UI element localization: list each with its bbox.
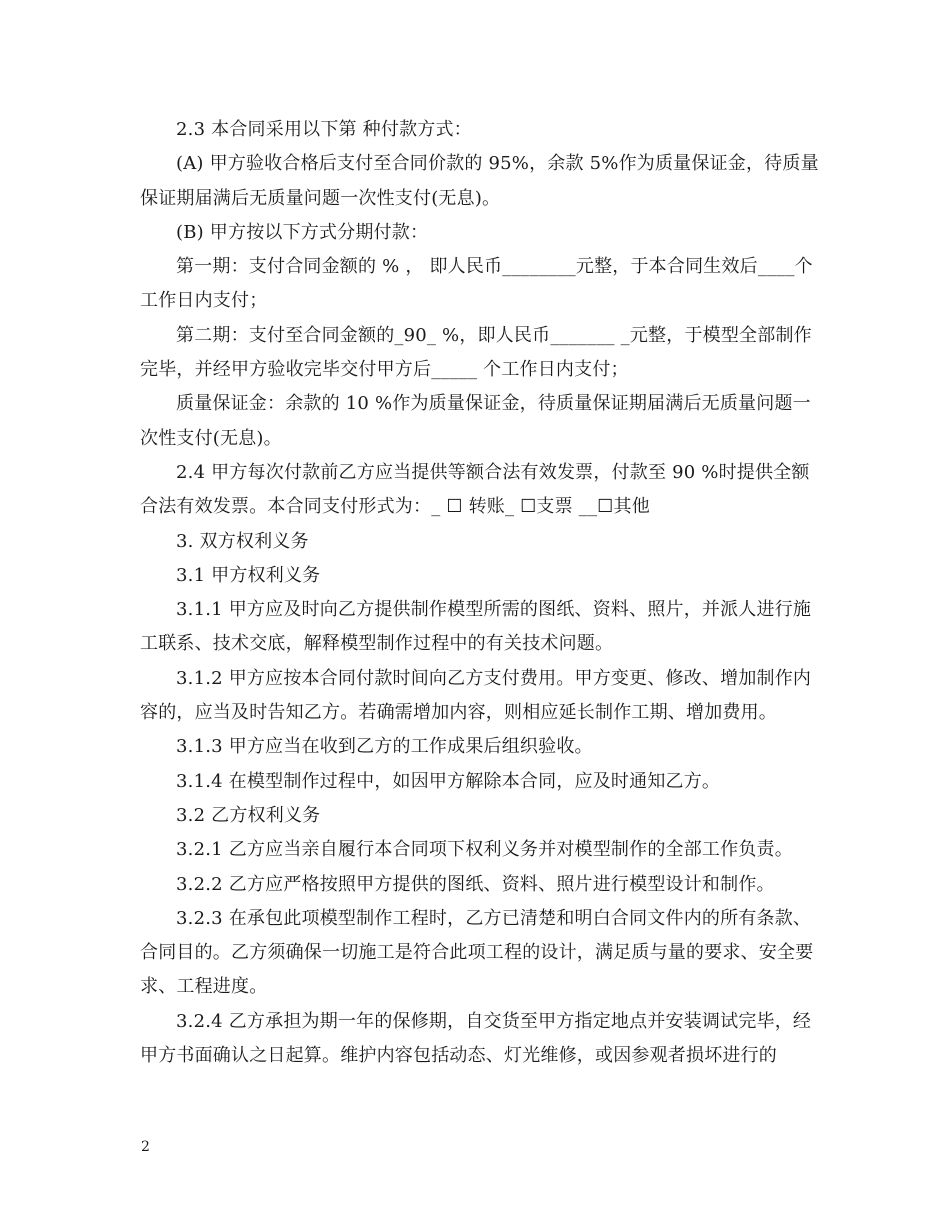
paragraph-3-1-3: 3.1.3 甲方应当在收到乙方的工作成果后组织验收。 xyxy=(176,736,593,758)
paragraph-warranty-deposit: 质量保证金：余款的 10 %作为质量保证金，待质量保证期届满后无质量问题一次性支付(无息)。 xyxy=(140,393,811,449)
paragraph-3-1-1: 3.1.1 甲方应及时向乙方提供制作模型所需的图纸、资料、照片，并派人进行施工联系、技术交底，解释模型制作过程中的有关技术问题。 xyxy=(140,599,812,655)
paragraph-3-2-4: 3.2.4 乙方承担为期一年的保修期，自交货至甲方指定地点并安装调试完毕，经甲方书面确认之日起算。维护内容包括动态、灯光维修，或因参观者损坏进行的 xyxy=(140,1010,812,1067)
paragraph-phase-1: 第一期：支付合同金额的 % ， 即人民币________元整，于本合同生效后____个工作日内支付； xyxy=(140,256,813,312)
paragraph-3-2-3: 3.2.3 在承包此项模型制作工程时，乙方已清楚和明白合同文件内的所有条款、合同目的。乙方须确保一切施工是符合此项工程的设计，满足质与量的要求、安全要求、工程进度。 xyxy=(140,907,814,998)
paragraph-3-1-2: 3.1.2 甲方应按本合同付款时间向乙方支付费用。甲方变更、修改、增加制作内容的，应当及时告知乙方。若确需增加内容，则相应延长制作工期、增加费用。 xyxy=(140,667,812,724)
paragraph-2-4: 2.4 甲方每次付款前乙方应当提供等额合法有效发票，付款至 90 %时提供全额合法有效发票。本合同支付形式为：_ ☐ 转账_ ☐支票 __☐其他 xyxy=(140,461,810,518)
paragraph-3-2-2: 3.2.2 乙方应严格按照甲方提供的图纸、资料、照片进行模型设计和制作。 xyxy=(176,873,775,895)
paragraph-phase-2: 第二期：支付至合同金额的_90_ %，即人民币_______ _元整，于模型全部制作完毕，并经甲方验收完毕交付甲方后_____ 个工作日内支付； xyxy=(140,324,812,381)
paragraph-3-1-4: 3.1.4 在模型制作过程中，如因甲方解除本合同，应及时通知乙方。 xyxy=(176,770,721,792)
document-body xyxy=(140,113,820,1073)
section-heading-3-2: 3.2 乙方权利义务 xyxy=(176,804,321,826)
paragraph-option-b: (B) 甲方按以下方式分期付款： xyxy=(176,221,429,243)
page-number: 2 xyxy=(141,1139,150,1155)
section-heading-3: 3. 双方权利义务 xyxy=(176,530,309,552)
paragraph-2-3: 2.3 本合同采用以下第 种付款方式： xyxy=(176,119,472,140)
paragraph-option-a: (A) 甲方验收合格后支付至合同价款的 95%，余款 5%作为质量保证金，待质量保证期届满后无质量问题一次性支付(无息)。 xyxy=(140,153,819,209)
paragraph-3-2-1: 3.2.1 乙方应当亲自履行本合同项下权利义务并对模型制作的全部工作负责。 xyxy=(176,839,793,861)
section-heading-3-1: 3.1 甲方权利义务 xyxy=(176,564,321,586)
